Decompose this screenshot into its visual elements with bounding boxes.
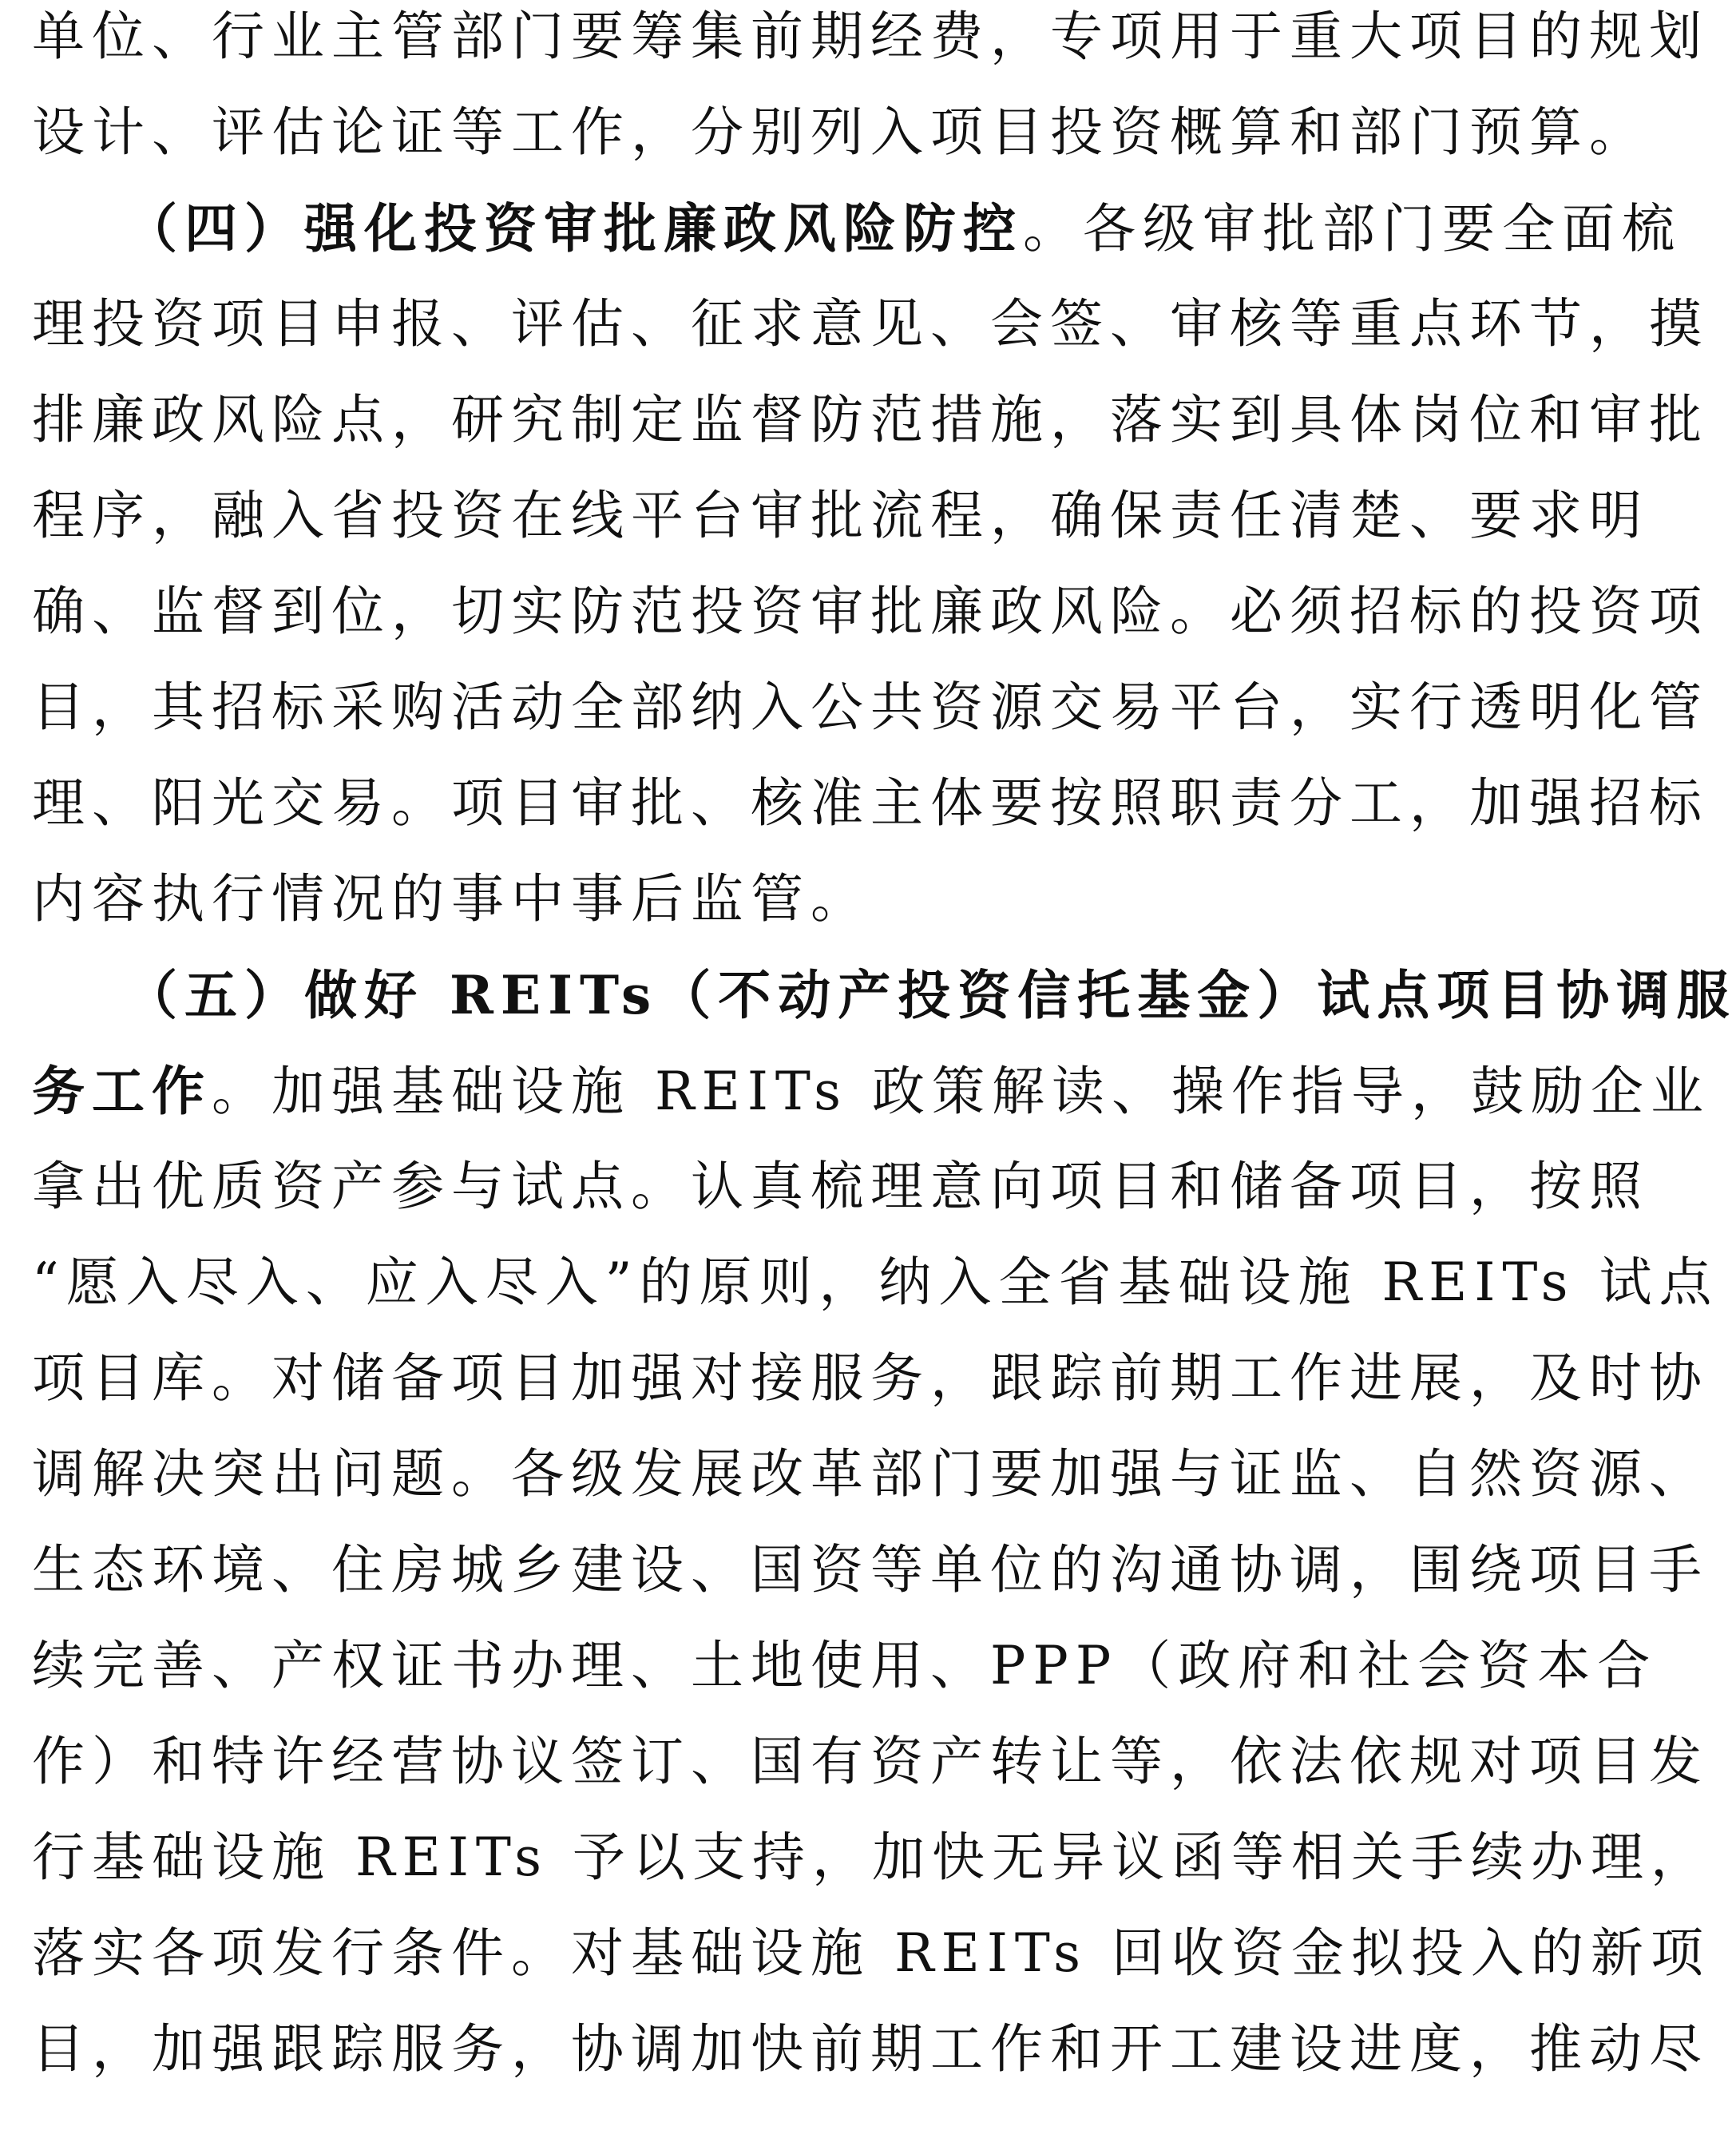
- section-five-heading-end: 务工作: [32, 1060, 212, 1122]
- text-line: 续完善、产权证书办理、土地使用、PPP（政府和社会资本合: [32, 1635, 1658, 1696]
- text-line: 行基础设施 REITs 予以支持，加快无异议函等相关手续办理，: [32, 1827, 1710, 1888]
- section-five-line: [32, 1043, 1710, 1139]
- text-line: 排廉政风险点，研究制定监督防范措施，落实到具体岗位和审批: [32, 389, 1709, 450]
- text-line: 项目库。对储备项目加强对接服务，跟踪前期工作进展，及时协: [32, 1347, 1709, 1409]
- text-line: 拿出优质资产参与试点。认真梳理意向项目和储备项目，按照: [32, 1156, 1649, 1217]
- text-line: 理投资项目申报、评估、征求意见、会签、审核等重点环节，摸: [32, 293, 1709, 355]
- text-line: 作）和特许经营协议签订、国有资产转让等，依法依规对项目发: [32, 1731, 1709, 1792]
- section-four-heading: （四）强化投资审批廉政风险防控: [125, 197, 1023, 260]
- text-line: 理、阳光交易。项目审批、核准主体要按照职责分工，加强招标: [32, 772, 1709, 834]
- text-line: 目，其招标采购活动全部纳入公共资源交易平台，实行透明化管: [32, 676, 1709, 738]
- text-line: 内容执行情况的事中事后监管。: [32, 868, 870, 930]
- text-line: “愿入尽入、应入尽入”的原则，纳入全省基础设施 REITs 试点: [32, 1251, 1719, 1313]
- text-line: 设计、评估论证等工作，分别列入项目投资概算和部门预算。: [32, 101, 1649, 163]
- text-line: 目，加强跟踪服务，协调加快前期工作和开工建设进度，推动尽: [32, 2018, 1709, 2080]
- section-four-text: 。各级审批部门要全面梳: [1023, 198, 1682, 260]
- text-line: 生态环境、住房城乡建设、国资等单位的沟通协调，围绕项目手: [32, 1539, 1709, 1601]
- text-line: 程序，融入省投资在线平台审批流程，确保责任清楚、要求明: [32, 485, 1649, 546]
- text-line: 调解决突出问题。各级发展改革部门要加强与证监、自然资源、: [32, 1443, 1709, 1505]
- section-four-line: [125, 180, 1682, 276]
- text-line: 确、监督到位，切实防范投资审批廉政风险。必须招标的投资项: [32, 581, 1709, 642]
- section-five-heading: （五）做好 REITs（不动产投资信托基金）试点项目协调服: [125, 964, 1736, 1026]
- text-line: 单位、行业主管部门要筹集前期经费，专项用于重大项目的规划: [32, 6, 1709, 67]
- section-five-text: 。加强基础设施 REITs 政策解读、操作指导，鼓励企业: [212, 1061, 1710, 1122]
- text-line: 落实各项发行条件。对基础设施 REITs 回收资金拟投入的新项: [32, 1922, 1710, 1984]
